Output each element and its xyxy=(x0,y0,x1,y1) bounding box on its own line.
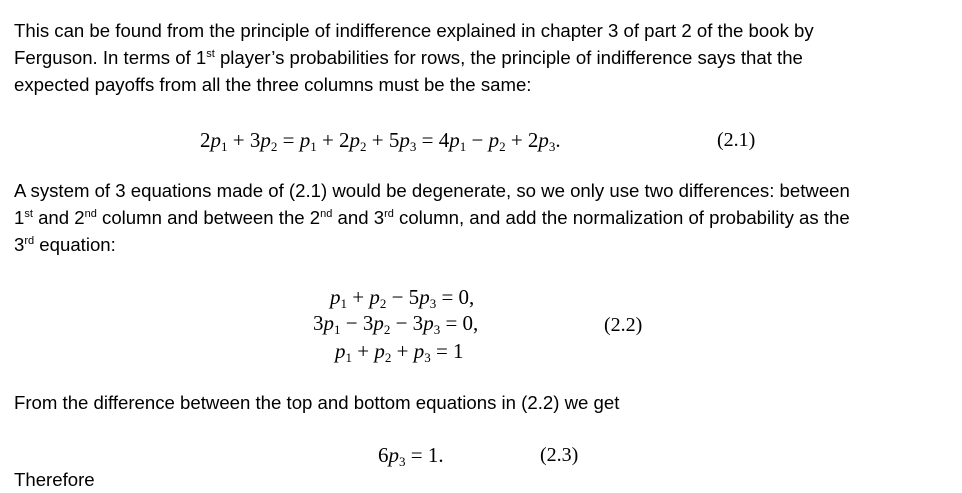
equation-2-1: $2p_1 + 3p_2 = p_1 + 2p_2 + 5p_3 = 4p_1 - p_2 + 2p_3$. xyxy=(200,128,561,154)
equation-2-2-row-2: $3p_1 - 3p_2 - 3p_3 = 0$, xyxy=(313,311,479,337)
para1-line2: Ferguson. In terms of 1st player’s probabilities for rows, the principle of indifference says that the xyxy=(14,47,803,68)
para2-line3: 3rd equation: xyxy=(14,234,116,255)
equation-2-2-row-1: $p_1 + p_2 - 5p_3 = 0$, xyxy=(330,285,475,311)
equation-2-2-row-3: $p_1 + p_2 + p_3 = 1$ xyxy=(335,339,464,365)
para2-line1: A system of 3 equations made of (2.1) would be degenerate, so we only use two differences: between xyxy=(14,180,850,201)
para2-line2: 1st and 2nd column and between the 2nd and 3rd column, and add the normalization of probability as the xyxy=(14,207,850,228)
equation-2-3-label: (2.3) xyxy=(540,444,579,466)
para1-line3: expected payoffs from all the three columns must be the same: xyxy=(14,74,532,95)
equation-2-2-label: (2.2) xyxy=(604,314,643,336)
cut-off-text: Therefore xyxy=(14,469,95,490)
para1-line1: This can be found from the principle of indifference explained in chapter 3 of part 2 of the book by xyxy=(14,20,814,41)
para3-line1: From the difference between the top and bottom equations in (2.2) we get xyxy=(14,392,620,413)
equation-2-1-label: (2.1) xyxy=(717,129,756,151)
equation-2-3: $6p_3 = 1$. xyxy=(378,443,444,469)
